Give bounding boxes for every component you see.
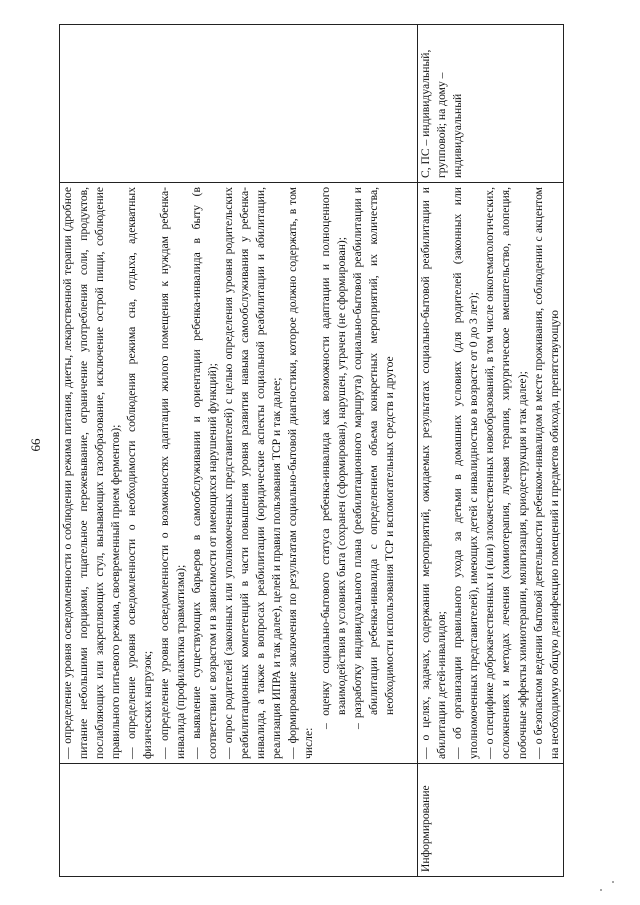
list-item: — опрос родителей (законных или уполномоченных представителей) с целью определения уровня родительских реабилитационных компетенций в части повышения уровня развития навыка самообслуживания у ребенка-инвалида, а также в вопросах реабилитации (юридические аспекты социальной реабилитации и абилитации, реализация ИПРА и так далее), целей и правил пользования ТСР и так далее; — [221, 187, 284, 759]
page-number: 66 — [28, 438, 43, 452]
list-item: — о целях, задачах, содержании мероприятий, ожидаемых результатах социально-бытовой реабилитации и абилитации детей-инвалидов; — [419, 187, 449, 759]
list-item: — о безопасном ведении бытовой деятельности ребенком-инвалидом в месте проживания, соблюдении с акцентом на необходимую общую дезинфекцию помещений и предметов обихода, препятствующую — [531, 187, 561, 759]
rehabilitation-table — [59, 24, 564, 877]
list-item: — формирование заключения по результатам социально-бытовой диагностики, которое должно содержать, в том числе: — [286, 187, 316, 759]
list-item: — об организации правильного ухода за детьми в домашних условиях (для родителей (законных или уполномоченных представителей), имеющих детей с инвалидностью в возрасте от 0 до 3 лет); — [451, 187, 481, 759]
form-text: С, ПС – индивидуальный, групповой; на дому – индивидуальный — [419, 49, 465, 178]
section-cell — [418, 764, 564, 877]
form-cell — [418, 25, 564, 183]
sub-list-item: – оценку социально-бытового статуса ребенка-инвалида как возможности адаптации и полноценного взаимодействия в условиях быта (сохранен (сформирован), нарушен, утрачен (не сформирован); — [318, 187, 348, 729]
content-text — [60, 187, 398, 759]
list-item: — определение уровня осведомленности о соблюдении режима питания, диеты, лекарственной терапии (дробное питание небольшими порциями, тщательное пережевывание, ограничение употребления соли, продуктов, послабляющих или закрепляющих стул, вызывающих газообразование, исключение острой пищи, соблюдение правильного питьевого режима, своевременный прием ферментов); — [61, 187, 123, 759]
list-item: — выявление существующих барьеров в самообслуживании и ориентации ребенка-инвалида в быту (в соответствии с возрастом и в зависимости от имеющихся нарушений функций); — [189, 187, 219, 759]
scan-speck — [600, 889, 602, 891]
content-cell — [418, 183, 564, 764]
list-item: — определение уровня осведомленности о необходимости соблюдения режима сна, отдыха, адекватных физических нагрузок; — [125, 187, 155, 759]
list-item: — о специфике доброкачественных и (или) злокачественных новообразований, в том числе онкогематологических, осложнениях и методах лечения (химиотерапия, лучевая терапия, хирургическое вмешательство, алопеция, побочные эффекты химиотерапии, мялигизация, криодеструкция и так далее); — [483, 187, 529, 759]
sub-list-item: – разработку индивидуального плана (реабилитационного маршрута) социально-бытовой реабилитации и абилитации ребенка-инвалида с определением объема конкретных мероприятий, их количества, необходимости использования ТСР и вспомогательных средств и другое — [350, 187, 396, 729]
form-cell — [60, 25, 418, 183]
content-cell — [60, 183, 418, 764]
scan-speck — [612, 881, 614, 883]
content-text — [418, 187, 563, 759]
table-row — [60, 25, 418, 877]
section-title: Информирование — [419, 785, 432, 872]
section-cell — [60, 764, 418, 877]
table-row — [418, 25, 564, 877]
list-item: — определение уровня осведомленности о возможностях адаптации жилого помещения к нуждам ребенка-инвалида (профилактика травматизма); — [157, 187, 187, 759]
